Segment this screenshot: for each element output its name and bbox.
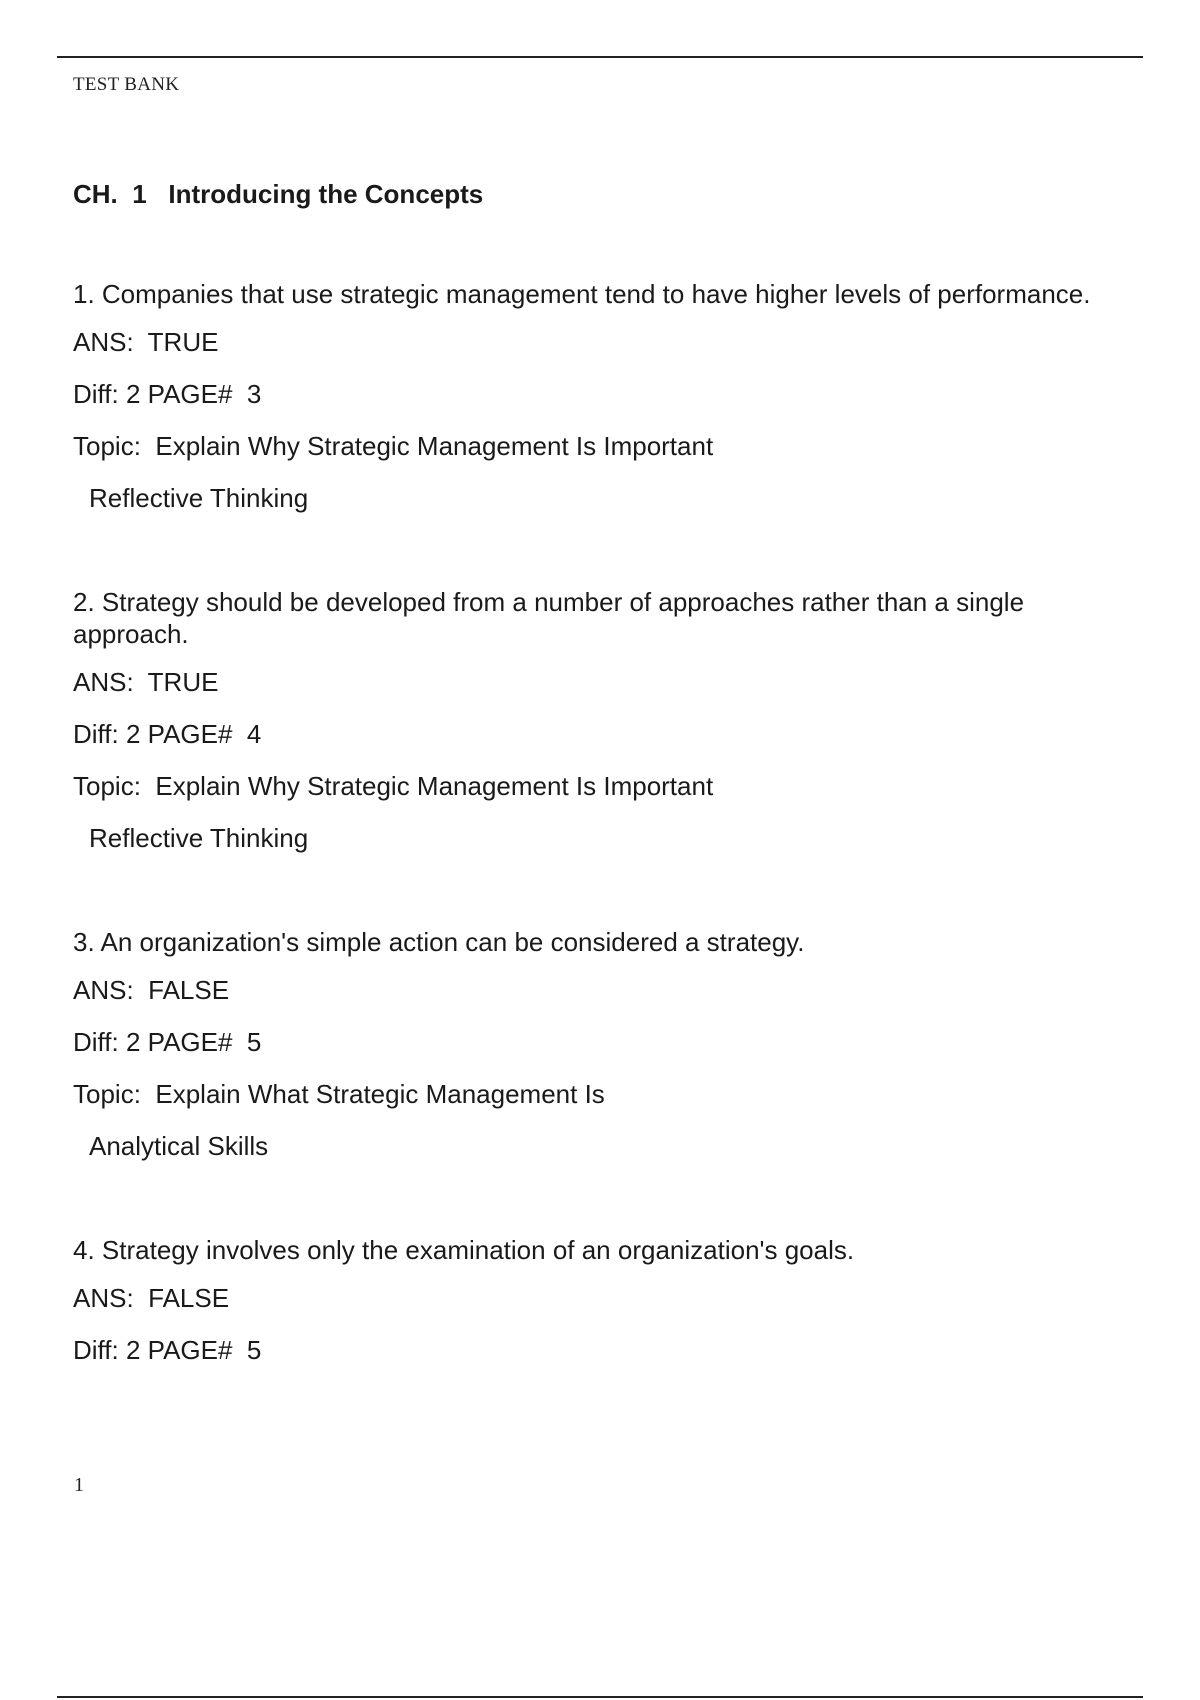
- difficulty-line: Diff: 2 PAGE# 4: [73, 719, 262, 749]
- question-item: [73, 926, 1133, 1164]
- topic-line: Topic: Explain Why Strategic Management Is Important: [73, 431, 714, 461]
- document-content: [73, 176, 1133, 1384]
- question-text: 4. Strategy involves only the examination of an organization's goals.: [73, 1235, 855, 1265]
- page-number: 1: [74, 1474, 84, 1496]
- top-rule: [57, 56, 1143, 58]
- topic-line: Topic: Explain Why Strategic Management Is Important: [73, 771, 714, 801]
- skill-line: Reflective Thinking: [89, 823, 309, 853]
- question-text: 2. Strategy should be developed from a number of approaches rather than a single approach.: [73, 587, 1025, 649]
- answer-line: ANS: TRUE: [73, 327, 219, 357]
- question-list: [73, 278, 1133, 1368]
- question-item: [73, 1234, 1133, 1368]
- skill-line: Analytical Skills: [89, 1131, 269, 1161]
- answer-line: ANS: FALSE: [73, 1283, 230, 1313]
- running-header: TEST BANK: [73, 74, 180, 95]
- question-item: [73, 278, 1133, 516]
- question-text: 1. Companies that use strategic management tend to have higher levels of performance.: [73, 279, 1091, 309]
- skill-line: Reflective Thinking: [89, 483, 309, 513]
- difficulty-line: Diff: 2 PAGE# 3: [73, 379, 262, 409]
- answer-line: ANS: FALSE: [73, 975, 230, 1005]
- question-text: 3. An organization's simple action can be considered a strategy.: [73, 927, 805, 957]
- bottom-rule: [57, 1696, 1143, 1698]
- difficulty-line: Diff: 2 PAGE# 5: [73, 1335, 262, 1365]
- question-item: [73, 586, 1133, 856]
- topic-line: Topic: Explain What Strategic Management Is: [73, 1079, 605, 1109]
- answer-line: ANS: TRUE: [73, 667, 219, 697]
- difficulty-line: Diff: 2 PAGE# 5: [73, 1027, 262, 1057]
- chapter-title: CH. 1 Introducing the Concepts: [73, 179, 484, 209]
